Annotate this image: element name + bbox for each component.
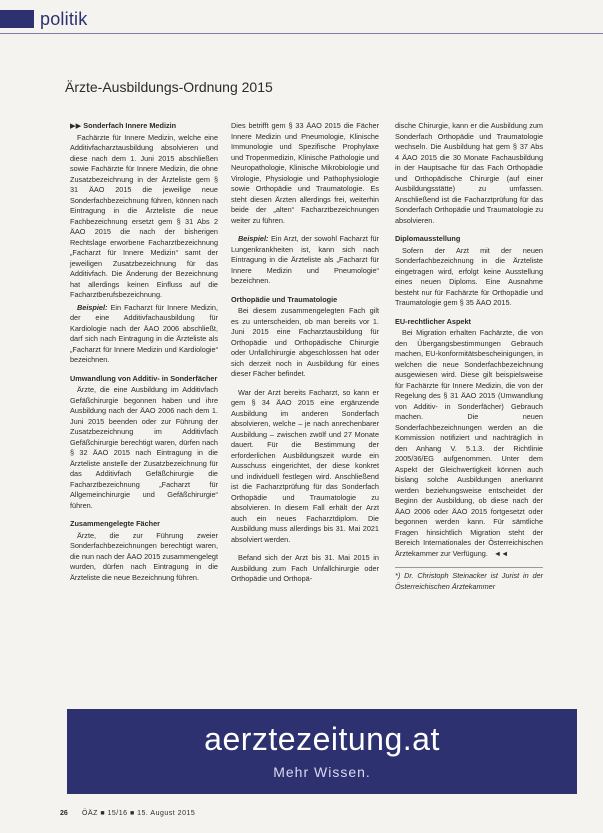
page-number: 26 [60,810,68,817]
paragraph: Ärzte, die eine Ausbildung im Additivfach Gefäßchirurgie begonnen haben und ihre Ausbildung nach der ÄAO 2006 nach dem 1. Juni 2015 beenden oder zur Führung der Zusatzbezeichnung im Additivfach Gefäßchirurgie berechtigt waren, dürfen nach § 32 ÄAO 2015 nach Eintragung in die Ärzteliste anstelle der Zusatzbezeichnung für das Additivfach Gefäßchirurgie die Facharztbezeichnung „Facharzt für Allgemeinchirurgie und Gefäßchirurgie“ führen. [70,385,218,510]
section-label: politik [40,8,88,29]
paragraph-text: Bei Migration erhalten Fachärzte, die von den Übergangsbestimmungen Gebrauch machen, EU-konformitätsbescheinigungen, in welchen die neue Sonderfachbezeichnung ausgewiesen wird. Diese gilt beispielsweise für Fachärzte für Innere Medizin, die von der Regelung des § 31 ÄAO 2015 (Umwandlung von Additiv- in Sonderfächer) Gebrauch machen. Die neuen Sonderfachbezeichnungen werden an die Kommission notifiziert und nachträglich in den Anhang V. 5.1.3. der Richtlinie 2005/36/EG aufgenommen. Unter dem Aspekt der Gleichwertigkeit können auch bislang solche Ausbildungen anerkannt werden beziehungsweise entscheidet der Beginn der Ausbildung, ob diese nach der ÄAO 2006 oder ÄAO 2015 fortgesetzt oder begonnen werden kann. Für sämtliche Fragen hinsichtlich Migration steht der Bereich Internationales der Österreichischen Ärztekammer zur Verfügung. [395,328,543,558]
paragraph: Befand sich der Arzt bis 31. Mai 2015 in Ausbildung zum Fach Unfallchirurgie oder Orthopädie und Orthopä- [231,553,379,583]
paragraph: Sofern der Arzt mit der neuen Sonderfachbezeichnung in die Ärzteliste eingetragen wird, erfolgt keine Ausstellung eines neuen Diploms. Eine Ausnahme besteht nur für Fachärzte für Orthopädie und Traumatologie gem § 35 ÄAO 2015. [395,245,543,307]
section-tag [0,8,87,30]
example-paragraph [70,303,218,366]
end-mark-icon: ◄◄ [493,548,509,558]
example-label: Beispiel: [77,302,108,312]
example-paragraph [231,234,379,287]
column-2 [231,121,379,587]
paragraph: Fachärzte für Innere Medizin, welche eine Additivfacharztausbildung absolvieren und diese nach dem 1. Juni 2015 abschließen sowie Fachärzte für Innere Medizin, die ohne Zusatzbezeichnung in der Ärzteliste gem § 31 ÄAO 2015 die jeweilige neue Sonderfachbezeichnung führen, können nach Eintragung in die Ärzteliste die neue Fachbezeichnung ersetzt gem § 31 Abs 2 ÄAO 2015 die nach der bisherigen Rechtslage erworbene Facharztbezeichnung „Facharzt für Innere Medizin“ samt der jeweiligen Zusatzbezeichnung für das Additivfach. Die Änderung der Bezeichnung hat allerdings keinen Einfluss auf die Facharztberufsbezeichnung. [70,132,218,299]
example-text: Ein Arzt, der sowohl Facharzt für Lungenkrankheiten ist, kann sich nach Eintragung in die Ärzteliste als „Facharzt für Innere Medizin und Pneumologie“ bezeichnen. [231,234,379,285]
heading-diplom: Diplomausstellung [395,234,461,243]
column-3 [395,121,543,594]
example-text: Ein Facharzt für Innere Medizin, der eine Additivfachausbildung für Kardiologie nach der ÄAO 2006 abschließt, darf sich nach Eintragung in die Ärzteliste als „Facharzt für Innere Medizin und Kardiologie“ bezeichnen. [70,302,219,364]
heading-umwandlung: Umwandlung von Additiv- in Sonderfächer [70,373,218,383]
section-bar [0,10,34,28]
paragraph: dische Chirurgie, kann er die Ausbildung zum Sonderfach Orthopädie und Traumatologie wechseln. Die Ausbildung hat gem § 37 Abs 4 ÄAO 2015 die 30 Monate Fachausbildung in der Hauptsache für das Fach Orthopädie und Orthopädische Chirurgie (auf einer Ausbildungsstätte) zu umfassen. Anschließend ist die Facharztprüfung für das Sonderfach Orthopädie und Traumatologie zu absolvieren. [395,121,543,225]
issue-info: ÖÄZ ■ 15/16 ■ 15. August 2015 [82,810,196,817]
example-label: Beispiel: [238,234,269,243]
website-banner[interactable] [67,709,577,794]
author-footnote: *) Dr. Christoph Steinacker ist Jurist in der Österreichischen Ärztekammer [395,567,543,592]
arrow-icon: ▶▶ [70,121,84,130]
heading-orthopaedie: Orthopädie und Traumatologie [231,294,338,304]
banner-tagline: Mehr Wissen. [273,764,371,780]
paragraph: Dies betrifft gem § 33 ÄAO 2015 die Fächer Innere Medizin und Pneumologie, Klinische Immunologie und Spezifische Prophylaxe und Tropenmedizin, Klinische Pathologie und Neuropathologie, Klinische Mikrobiologie und Virologie, Physiologie und Pathophysiologie sowie Orthopädie und Traumatologie. Es steht diesen Ärzten allerdings frei, weiterhin beide der „alten“ Facharztbezeichnungen weiter zu führen. [231,121,379,225]
heading-innere-medizin [70,121,218,132]
paragraph: War der Arzt bereits Facharzt, so kann er gem § 34 ÄAO 2015 eine ergänzende Ausbildung im anderen Sonderfach absolvieren, welche – je nach anrechenbarer Ausbildung – zwischen zwölf und 27 Monate dauert. Für die Bestimmung der erforderlichen Ausbildungszeit wurde ein Ausschuss eingerichtet, der diese konkret und individuell festlegen wird. Anschließend ist die Facharztprüfung für das Sonderfach Orthopädie und Traumatologie zu absolvieren. In diesem Fall erhält der Arzt auch ein neues Facharztdiplom. Die Ausbildung muss allerdings bis 31. Mai 2021 absolviert werden. [231,387,379,544]
heading-eu: EU-rechtlicher Aspekt [395,316,471,326]
heading-zusammengelegt: Zusammengelegte Fächer [70,519,161,528]
column-1 [70,121,218,585]
banner-site-name: aerztezeitung.at [204,721,440,757]
heading-text: Sonderfach Innere Medizin [83,121,177,130]
header-rule [0,33,603,34]
article-title: Ärzte-Ausbildungs-Ordnung 2015 [65,79,273,95]
paragraph [395,328,543,559]
paragraph: Bei diesem zusammengelegten Fach gilt es zu unterscheiden, ob man bereits vor 1. Juni 2015 eine Facharztausbildung für Orthopädie und Orthopädische Chirurgie oder Unfallchirurgie abgeschlossen hat oder sich derzeit noch in Ausbildung für eines dieser Fächer befindet. [231,306,379,378]
paragraph: Ärzte, die zur Führung zweier Sonderfachbezeichnungen berechtigt waren, die nun nach der ÄAO 2015 zusammengelegt wurden, dürfen nach Eintragung in die Ärzteliste die neue Bezeichnung führen. [70,530,218,582]
